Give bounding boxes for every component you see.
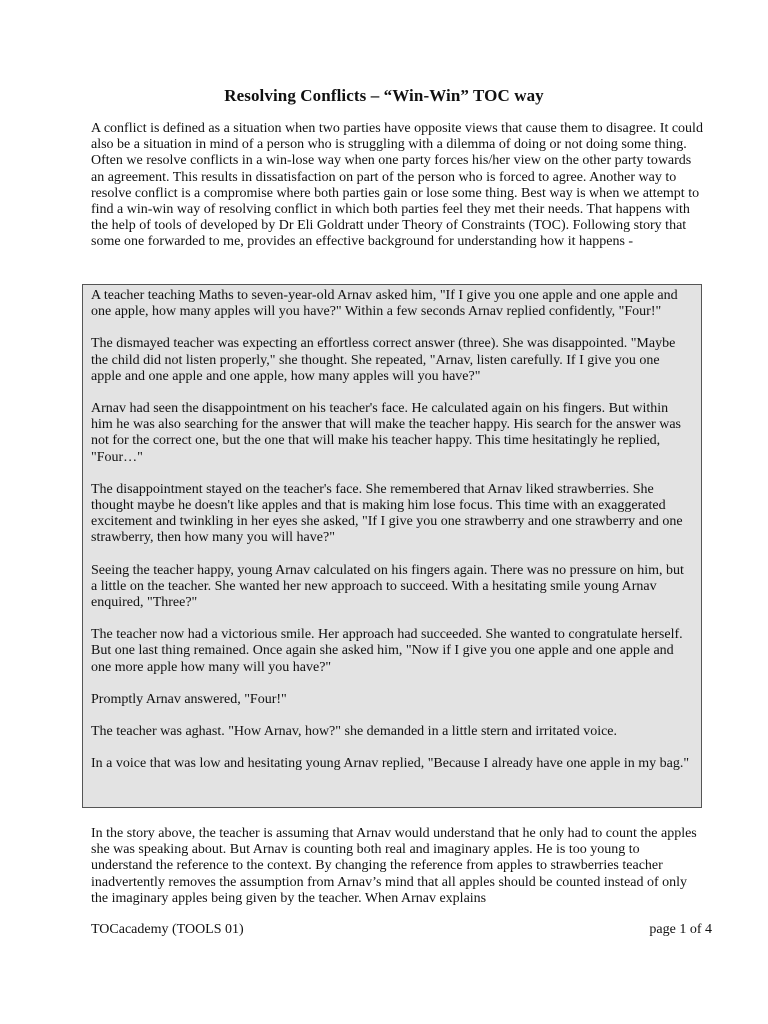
- footer-page-number: page 1 of 4: [649, 922, 712, 937]
- story-paragraph: In a voice that was low and hesitating young Arnav replied, "Because I already have one apple in my bag.": [91, 756, 690, 772]
- page-title: Resolving Conflicts – “Win-Win” TOC way: [224, 86, 544, 105]
- footer-source: TOCacademy (TOOLS 01): [91, 922, 244, 937]
- story-paragraph: The dismayed teacher was expecting an effortless correct answer (three). She was disappointed. "Maybe the child did not listen properly," she thought. She repeated, "Arnav, listen carefully. If I give you one apple and one apple and one apple, how many apples will you have?": [91, 336, 676, 384]
- intro-paragraph: A conflict is defined as a situation when two parties have opposite views that cause them to disagree. It could also be a situation in mind of a person who is struggling with a dilemma of doing or not doing some thing. Often we resolve conflicts in a win-lose way when one party forces his/her view on the other party towards an agreement. This results in dissatisfaction on part of the person who is forced to agree. Another way to resolve conflict is a compromise where both parties gain or lose some thing. Best way is when we attempt to find a win-win way of resolving conflict in which both parties feel they met their needs. That happens with the help of tools of developed by Dr Eli Goldratt under Theory of Constraints (TOC). Following story that some one forwarded to me, provides an effective background for understanding how it happens -: [91, 121, 703, 250]
- story-paragraph: A teacher teaching Maths to seven-year-old Arnav asked him, "If I give you one apple and one apple and one apple, how many apples will you have?" Within a few seconds Arnav replied confidently, "Four!": [91, 288, 678, 320]
- story-paragraph: Arnav had seen the disappointment on his teacher's face. He calculated again on his fingers. But within him he was also searching for the answer that will make the teacher happy. His search for the answer was not for the correct one, but the one that will make his teacher happy. This time hesitatingly he replied, "Four…": [91, 401, 681, 465]
- story-paragraph: The teacher now had a victorious smile. Her approach had succeeded. She wanted to congratulate herself. But one last thing remained. Once again she asked him, "Now if I give you one apple and one apple and one more apple how many will you have?": [91, 627, 683, 675]
- outro-paragraph: In the story above, the teacher is assuming that Arnav would understand that he only had to count the apples she was speaking about. But Arnav is counting both real and imaginary apples. He is too young to understand the reference to the context. By changing the reference from apples to strawberries teacher inadvertently removes the assumption from Arnav’s mind that all apples should be counted instead of only the imaginary apples being given by the teacher. When Arnav explains: [91, 826, 697, 906]
- story-paragraph: The teacher was aghast. "How Arnav, how?" she demanded in a little stern and irritated voice.: [91, 724, 618, 740]
- story-paragraph: Seeing the teacher happy, young Arnav calculated on his fingers again. There was no pressure on him, but a little on the teacher. She wanted her new approach to succeed. With a hesitating smile young Arnav enquired, "Three?": [91, 562, 684, 611]
- story-paragraph: The disappointment stayed on the teacher's face. She remembered that Arnav liked strawberries. She thought maybe he doesn't like apples and that is making him lose focus. This time with an exaggerated excitement and twinkling in her eyes she asked, "If I give you one strawberry and one strawberry and one strawberry, then how many you will have?": [91, 481, 683, 546]
- story-box: [82, 284, 702, 808]
- story-paragraph: Promptly Arnav answered, "Four!": [91, 691, 287, 707]
